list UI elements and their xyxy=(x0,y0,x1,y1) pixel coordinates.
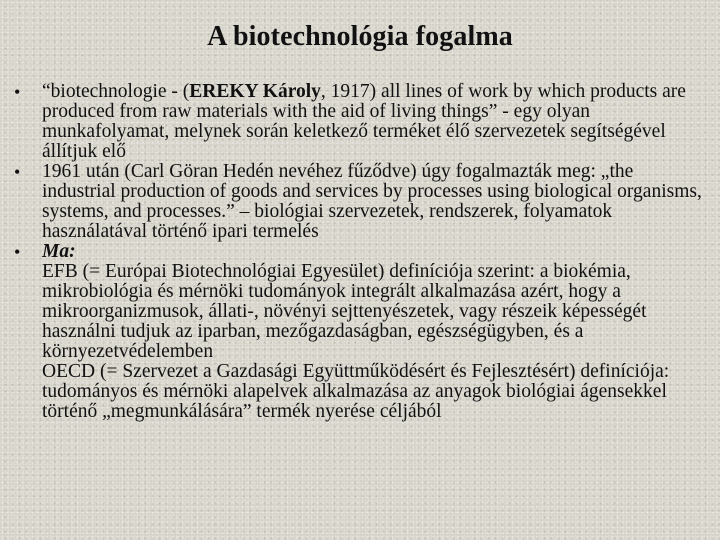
author-name: EREKY Károly xyxy=(189,81,321,102)
bullet-item-ereky xyxy=(14,82,704,162)
slide-title: A biotechnológia fogalma xyxy=(207,21,513,52)
quote-open-text: “biotechnologie - ( xyxy=(42,81,190,102)
bullet-item-ma xyxy=(14,242,704,422)
bullet-content xyxy=(42,242,704,422)
bullet-icon: • xyxy=(14,82,21,102)
bullet-icon: • xyxy=(14,162,21,182)
efb-definition: EFB (= Európai Biotechnológiai Egyesület) definíciója szerint: a biokémia, mikrobiológia és mérnöki tudományok integrált alkalmazása azért, hogy a mikroorganizmusok, állati-, növényi sejttenyészetek, vagy részeik képességét használni tudjuk az iparban, mezőgazdaságban, egészségügyben, és a környezetvédelemben xyxy=(42,261,647,362)
oecd-definition: OECD (= Szervezet a Gazdasági Együttműködésért és Fejlesztésért) definíciója: tudományos és mérnöki alapelvek alkalmazása az anyagok biológiai ágensekkel történő „megmunkálására” termék nyerése céljából xyxy=(42,361,670,422)
bullet-heading: Ma: xyxy=(42,241,76,262)
bullet-text: 1961 után (Carl Göran Hedén nevéhez fűződve) úgy fogalmazták meg: „the industrial production of goods and services by processes using biological organisms, systems, and processes.” – biológiai szervezetek, rendszerek, folyamatok használatával történő ipari termelés xyxy=(42,161,702,242)
bullet-list xyxy=(14,82,704,422)
definition-text: , 1917) all lines of work by which products are produced from raw materials with the aid of living things” - egy olyan munkafolyamat, melynek során keletkező terméket élő szervezetek segítségével állítjuk elő xyxy=(42,81,686,162)
bullet-text xyxy=(42,82,704,162)
bullet-icon: • xyxy=(14,242,21,262)
bullet-item-heden xyxy=(14,162,704,242)
